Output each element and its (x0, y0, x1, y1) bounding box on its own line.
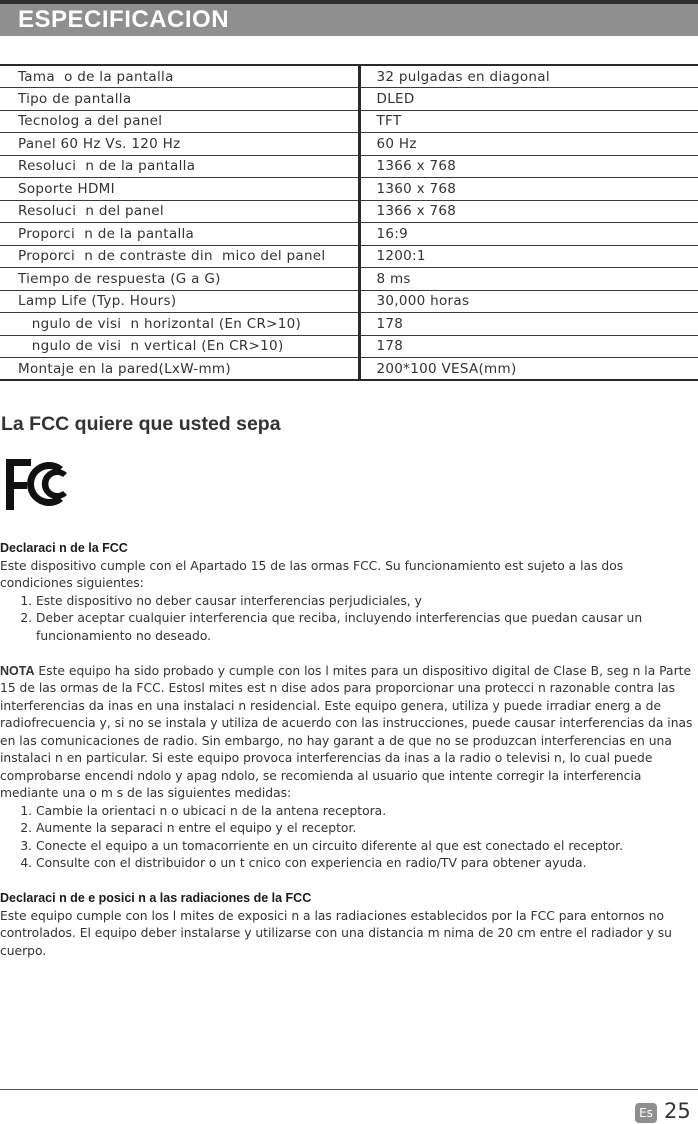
fcc-logo-icon (1, 453, 73, 515)
spec-value: 1360 x 768 (359, 178, 698, 201)
section-header: ESPECIFICACION (0, 4, 698, 36)
spec-value: 1366 x 768 (359, 200, 698, 223)
spec-value: 16:9 (359, 223, 698, 246)
spec-row (0, 268, 698, 291)
spec-value: 178 (359, 313, 698, 336)
list-item: 2. Deber aceptar cualquier interferencia que reciba, incluyendo interferencias que puedan causar un funcionamiento no deseado. (36, 610, 698, 645)
spec-row (0, 110, 698, 133)
spec-label: Montaje en la pared(LxW-mm) (0, 358, 359, 381)
spec-label: Proporci n de la pantalla (0, 223, 359, 246)
page-number: 25 (664, 1099, 691, 1123)
radiation-heading: Declaraci n de e posici n a las radiaciones de la FCC (0, 891, 312, 905)
spec-label: Lamp Life (Typ. Hours) (0, 290, 359, 313)
footer-rule (0, 1089, 698, 1090)
spec-label: Soporte HDMI (0, 178, 359, 201)
spec-label: ngulo de visi n horizontal (En CR>10) (0, 313, 359, 336)
spec-value: 32 pulgadas en diagonal (359, 65, 698, 88)
spec-value: 8 ms (359, 268, 698, 291)
spec-table (0, 64, 698, 381)
spec-row (0, 88, 698, 111)
spec-label: Panel 60 Hz Vs. 120 Hz (0, 133, 359, 156)
nota-text: Este equipo ha sido probado y cumple con los l mites para un dispositivo digital de Clase B, seg n la Parte 15 de las ormas de la FCC. Estosl mites est n dise ados para proporcionar una protecci n razonable contra las interferencias da inas en una instalaci n residencial. Este equipo genera, utiliza y puede irradiar energ a de radiofrecuencia y, si no se instala y utiliza de acuerdo con las instrucciones, puede causar interferencias da inas en las comunicaciones de radio. Sin embargo, no hay garant a de que no se produzcan interferencias en una instalaci n en particular. Si este equipo provoca interferencias da inas a la radio o televisi n, lo cual puede comprobarse encendi ndolo y apag ndolo, se recomienda al usuario que intente corregir la interferencia mediante una o m s de las siguientes medidas: (0, 663, 693, 800)
spec-label: Resoluci n del panel (0, 200, 359, 223)
nota-label: NOTA (0, 663, 35, 678)
spec-value: 1366 x 768 (359, 155, 698, 178)
spec-label: Tecnolog a del panel (0, 110, 359, 133)
declaration-intro: Este dispositivo cumple con el Apartado 15 de las ormas FCC. Su funcionamiento est sujeto a las dos condiciones siguientes: (0, 558, 624, 590)
spec-label: ngulo de visi n vertical (En CR>10) (0, 335, 359, 358)
list-item: 2. Aumente la separaci n entre el equipo y el receptor. (36, 820, 698, 838)
spec-label: Tiempo de respuesta (G a G) (0, 268, 359, 291)
radiation-text: Este equipo cumple con los l mites de exposici n a las radiaciones establecidos por la FCC para entornos no controlados. El equipo deber instalarse y utilizarse con una distancia m nima de 20 cm entre el radiador y su cuerpo. (0, 908, 672, 958)
spec-row (0, 358, 698, 381)
spec-value: 30,000 horas (359, 290, 698, 313)
list-item: 4. Consulte con el distribuidor o un t cnico con experiencia en radio/TV para obtener ayuda. (36, 855, 698, 873)
spec-row (0, 290, 698, 313)
fcc-title: La FCC quiere que usted sepa (1, 413, 281, 435)
declaration-heading: Declaraci n de la FCC (0, 541, 128, 555)
nota-list (0, 803, 698, 873)
spec-value: DLED (359, 88, 698, 111)
declaration-list (0, 593, 698, 646)
spec-row (0, 223, 698, 246)
nota-paragraph (0, 663, 698, 803)
spec-value: 178 (359, 335, 698, 358)
spec-label: Tipo de pantalla (0, 88, 359, 111)
spec-row (0, 133, 698, 156)
spec-label: Proporci n de contraste din mico del panel (0, 245, 359, 268)
spec-row (0, 335, 698, 358)
spec-value: 200*100 VESA(mm) (359, 358, 698, 381)
spec-row (0, 245, 698, 268)
language-badge: Es (635, 1103, 657, 1123)
list-item: 1. Este dispositivo no deber causar interferencias perjudiciales, y (36, 593, 698, 611)
spec-value: TFT (359, 110, 698, 133)
spec-label: Tama o de la pantalla (0, 65, 359, 88)
document-body (0, 540, 698, 960)
spec-row (0, 65, 698, 88)
spec-value: 1200:1 (359, 245, 698, 268)
spec-value: 60 Hz (359, 133, 698, 156)
spec-row (0, 178, 698, 201)
spec-label: Resoluci n de la pantalla (0, 155, 359, 178)
list-item: 3. Conecte el equipo a un tomacorriente en un circuito diferente al que est conectado el receptor. (36, 838, 698, 856)
spec-row (0, 200, 698, 223)
list-item: 1. Cambie la orientaci n o ubicaci n de la antena receptora. (36, 803, 698, 821)
spec-row (0, 155, 698, 178)
spec-row (0, 313, 698, 336)
